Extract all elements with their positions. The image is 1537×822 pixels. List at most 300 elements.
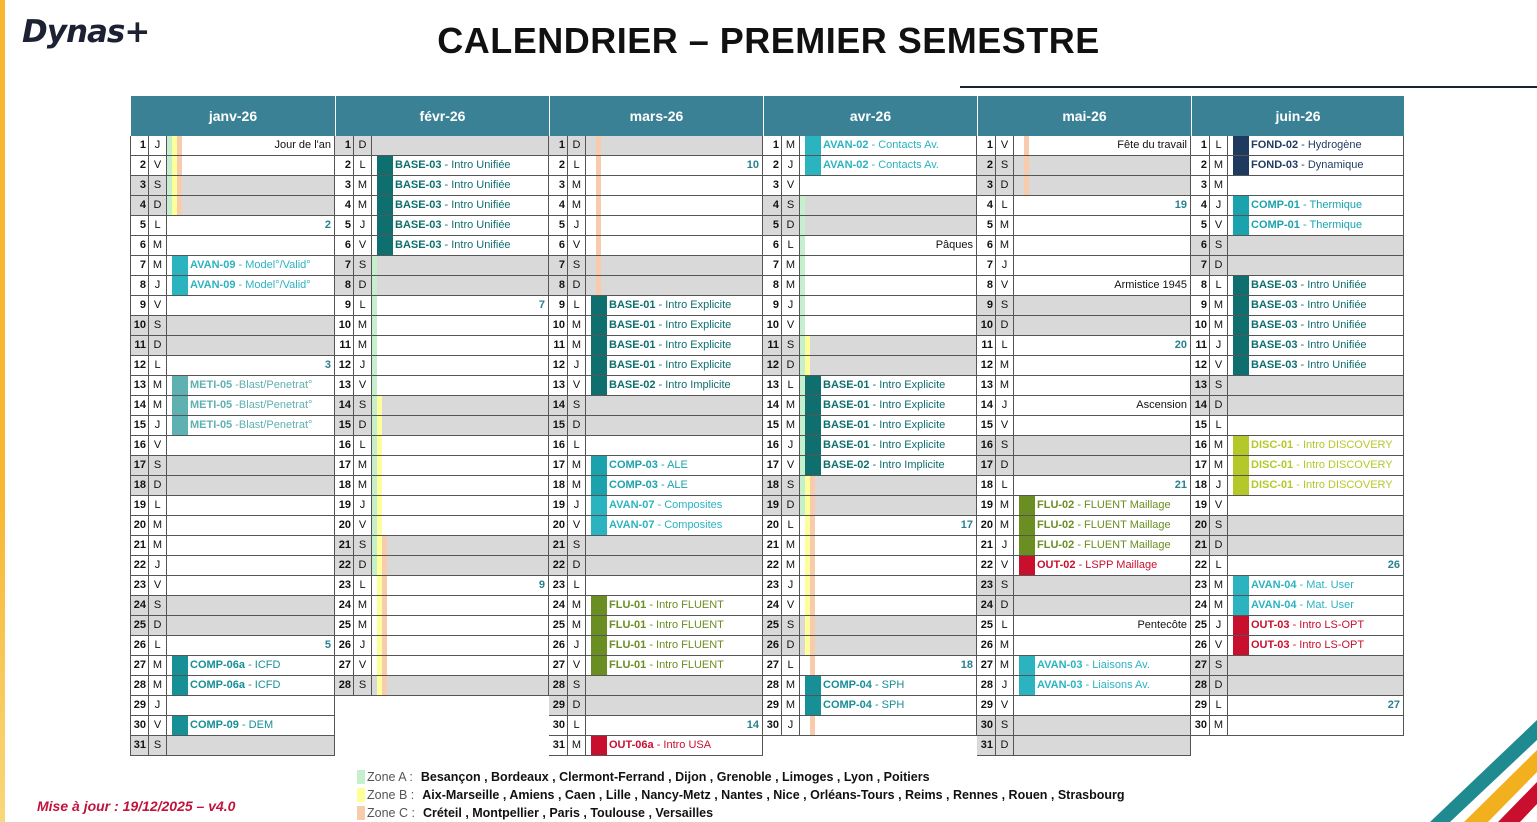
day-cell[interactable]	[1014, 316, 1191, 335]
day-of-week: D	[568, 696, 586, 715]
course-event[interactable]: DISC-01 - Intro DISCOVERY	[1251, 479, 1393, 491]
day-cell[interactable]	[167, 576, 335, 595]
day-cell[interactable]	[586, 716, 763, 735]
day-number: 17	[1191, 456, 1210, 475]
day-cell[interactable]	[800, 436, 977, 455]
day-cell[interactable]	[1228, 656, 1404, 675]
day-cell[interactable]	[167, 696, 335, 715]
day-cell[interactable]	[800, 156, 977, 175]
course-event[interactable]: COMP-01 - Thermique	[1251, 199, 1363, 211]
day-cell[interactable]	[800, 136, 977, 155]
day-cell[interactable]	[372, 596, 549, 615]
day-number: 24	[1191, 596, 1210, 615]
day-cell[interactable]	[167, 536, 335, 555]
day-cell[interactable]	[167, 416, 335, 435]
day-cell[interactable]	[167, 136, 335, 155]
day-row	[1191, 176, 1404, 196]
day-cell[interactable]	[800, 176, 977, 195]
day-cell[interactable]	[1228, 336, 1404, 355]
day-cell[interactable]	[1228, 676, 1404, 695]
day-cell[interactable]	[586, 636, 763, 655]
day-cell[interactable]	[167, 676, 335, 695]
day-cell[interactable]	[372, 256, 549, 275]
table-border	[130, 136, 131, 756]
course-event[interactable]: AVAN-02 - Contacts Av.	[823, 139, 939, 151]
day-cell[interactable]	[372, 216, 549, 235]
day-cell[interactable]	[800, 396, 977, 415]
day-cell[interactable]	[800, 616, 977, 635]
day-cell[interactable]	[1014, 576, 1191, 595]
day-cell[interactable]	[1014, 656, 1191, 675]
course-event[interactable]: FLU-02 - FLUENT Maillage	[1037, 539, 1171, 551]
day-number: 2	[1191, 156, 1210, 175]
day-row	[335, 376, 549, 396]
course-event[interactable]: COMP-06a - ICFD	[190, 659, 281, 671]
course-event[interactable]: METI-05 -Blast/Penetrat°	[190, 399, 313, 411]
day-cell[interactable]	[586, 496, 763, 515]
day-cell[interactable]	[167, 596, 335, 615]
day-of-week: V	[1210, 216, 1228, 235]
day-cell[interactable]	[1228, 416, 1404, 435]
day-cell[interactable]	[1228, 296, 1404, 315]
day-cell[interactable]	[1228, 176, 1404, 195]
day-cell[interactable]	[372, 296, 549, 315]
day-row	[977, 356, 1191, 376]
day-cell[interactable]	[1228, 316, 1404, 335]
day-cell[interactable]	[372, 456, 549, 475]
holiday-zone-marker	[810, 536, 815, 555]
course-event[interactable]: FLU-01 - Intro FLUENT	[609, 619, 724, 631]
day-cell[interactable]	[800, 336, 977, 355]
course-event[interactable]: AVAN-07 - Composites	[609, 519, 723, 531]
course-event[interactable]: BASE-02 - Intro Implicite	[609, 379, 731, 391]
course-event[interactable]: BASE-03 - Intro Unifiée	[1251, 279, 1367, 291]
day-cell[interactable]	[372, 496, 549, 515]
day-cell[interactable]	[167, 196, 335, 215]
day-cell[interactable]	[1228, 196, 1404, 215]
day-cell[interactable]	[800, 656, 977, 675]
day-cell[interactable]	[800, 196, 977, 215]
day-cell[interactable]	[1014, 456, 1191, 475]
day-cell[interactable]	[1014, 156, 1191, 175]
day-cell[interactable]	[1228, 536, 1404, 555]
day-cell[interactable]	[1014, 376, 1191, 395]
day-cell[interactable]	[586, 136, 763, 155]
course-event[interactable]: COMP-01 - Thermique	[1251, 219, 1363, 231]
day-number: 20	[130, 516, 149, 535]
course-event[interactable]: BASE-03 - Intro Unifiée	[395, 239, 511, 251]
day-cell[interactable]	[1228, 596, 1404, 615]
day-cell[interactable]	[586, 316, 763, 335]
day-cell[interactable]	[1228, 716, 1404, 735]
day-cell[interactable]	[1014, 136, 1191, 155]
day-cell[interactable]	[800, 696, 977, 715]
course-event[interactable]: AVAN-04 - Mat. User	[1251, 579, 1354, 591]
day-cell[interactable]	[372, 196, 549, 215]
day-cell[interactable]	[1228, 216, 1404, 235]
day-of-week: D	[1210, 396, 1228, 415]
course-event[interactable]: BASE-01 - Intro Explicite	[609, 299, 732, 311]
day-row	[335, 676, 549, 696]
day-cell[interactable]	[372, 316, 549, 335]
course-event[interactable]: COMP-04 - SPH	[823, 699, 905, 711]
day-cell[interactable]	[167, 516, 335, 535]
day-cell[interactable]	[372, 636, 549, 655]
day-cell[interactable]	[586, 616, 763, 635]
day-cell[interactable]	[1014, 436, 1191, 455]
course-event[interactable]: BASE-01 - Intro Explicite	[609, 339, 732, 351]
course-event[interactable]: BASE-03 - Intro Unifiée	[1251, 299, 1367, 311]
course-event[interactable]: OUT-03 - Intro LS-OPT	[1251, 639, 1365, 651]
course-event[interactable]: DISC-01 - Intro DISCOVERY	[1251, 459, 1393, 471]
day-cell[interactable]	[1228, 376, 1404, 395]
day-cell[interactable]	[586, 256, 763, 275]
day-cell[interactable]	[372, 476, 549, 495]
day-cell[interactable]	[586, 436, 763, 455]
day-cell[interactable]	[1228, 576, 1404, 595]
course-event[interactable]: BASE-01 - Intro Explicite	[823, 419, 946, 431]
day-cell[interactable]	[1014, 276, 1191, 295]
course-event[interactable]: FLU-02 - FLUENT Maillage	[1037, 519, 1171, 531]
course-event[interactable]: AVAN-04 - Mat. User	[1251, 599, 1354, 611]
course-event[interactable]: BASE-03 - Intro Unifiée	[395, 219, 511, 231]
day-cell[interactable]	[586, 656, 763, 675]
day-cell[interactable]	[1228, 616, 1404, 635]
day-cell[interactable]	[1014, 476, 1191, 495]
day-row	[335, 476, 549, 496]
day-row	[130, 596, 335, 616]
day-cell[interactable]	[1228, 256, 1404, 275]
day-cell[interactable]	[1014, 496, 1191, 515]
day-cell[interactable]	[372, 536, 549, 555]
course-event[interactable]: COMP-04 - SPH	[823, 679, 905, 691]
course-event[interactable]: AVAN-02 - Contacts Av.	[823, 159, 939, 171]
day-cell[interactable]	[372, 376, 549, 395]
course-event[interactable]: BASE-03 - Intro Unifiée	[395, 179, 511, 191]
day-cell[interactable]	[167, 296, 335, 315]
course-event[interactable]: METI-05 -Blast/Penetrat°	[190, 379, 313, 391]
day-row	[130, 656, 335, 676]
day-cell[interactable]	[1014, 256, 1191, 275]
day-number: 24	[549, 596, 568, 615]
day-row	[130, 436, 335, 456]
day-cell[interactable]	[167, 316, 335, 335]
day-cell[interactable]	[1014, 516, 1191, 535]
day-cell[interactable]	[167, 736, 335, 755]
holiday-zone-marker	[372, 316, 377, 335]
day-number: 21	[335, 536, 354, 555]
day-cell[interactable]	[1228, 136, 1404, 155]
day-cell[interactable]	[1228, 236, 1404, 255]
day-cell[interactable]	[800, 216, 977, 235]
day-cell[interactable]	[1228, 636, 1404, 655]
day-cell[interactable]	[586, 576, 763, 595]
day-row	[130, 316, 335, 336]
day-cell[interactable]	[586, 696, 763, 715]
day-cell[interactable]	[1014, 736, 1191, 755]
day-cell[interactable]	[167, 176, 335, 195]
day-cell[interactable]	[586, 676, 763, 695]
day-cell[interactable]	[1014, 636, 1191, 655]
course-event[interactable]: OUT-06a - Intro USA	[609, 739, 712, 751]
day-of-week: J	[568, 216, 586, 235]
course-event[interactable]: COMP-06a - ICFD	[190, 679, 281, 691]
day-cell[interactable]	[800, 276, 977, 295]
course-event[interactable]: BASE-01 - Intro Explicite	[823, 379, 946, 391]
day-cell[interactable]	[167, 216, 335, 235]
day-row	[549, 136, 763, 156]
day-cell[interactable]	[1228, 456, 1404, 475]
day-cell[interactable]	[800, 356, 977, 375]
holiday-zone-marker	[810, 516, 815, 535]
day-cell[interactable]	[800, 536, 977, 555]
day-cell[interactable]	[372, 156, 549, 175]
course-event[interactable]: OUT-02 - LSPP Maillage	[1037, 559, 1158, 571]
day-cell[interactable]	[586, 396, 763, 415]
day-cell[interactable]	[1228, 396, 1404, 415]
course-event[interactable]: METI-05 -Blast/Penetrat°	[190, 419, 313, 431]
course-event[interactable]: BASE-01 - Intro Explicite	[823, 439, 946, 451]
day-cell[interactable]	[1014, 596, 1191, 615]
day-cell[interactable]	[800, 716, 977, 735]
day-cell[interactable]	[1014, 716, 1191, 735]
day-cell[interactable]	[1228, 476, 1404, 495]
day-cell[interactable]	[1228, 516, 1404, 535]
course-color-swatch	[1233, 296, 1249, 315]
day-cell[interactable]	[800, 296, 977, 315]
day-cell[interactable]	[1014, 236, 1191, 255]
course-event[interactable]: BASE-02 - Intro Implicite	[823, 459, 945, 471]
day-cell[interactable]	[372, 516, 549, 535]
day-row	[130, 276, 335, 296]
day-cell[interactable]	[1014, 356, 1191, 375]
day-row	[1191, 556, 1404, 576]
course-event[interactable]: FLU-01 - Intro FLUENT	[609, 599, 724, 611]
day-cell[interactable]	[586, 556, 763, 575]
day-of-week: M	[782, 396, 800, 415]
day-cell[interactable]	[1014, 696, 1191, 715]
course-event[interactable]: FLU-02 - FLUENT Maillage	[1037, 499, 1171, 511]
day-row	[130, 556, 335, 576]
day-row	[763, 596, 977, 616]
day-cell[interactable]	[372, 616, 549, 635]
day-cell[interactable]	[167, 556, 335, 575]
day-cell[interactable]	[167, 156, 335, 175]
day-cell[interactable]	[586, 476, 763, 495]
day-cell[interactable]	[800, 476, 977, 495]
day-cell[interactable]	[1014, 416, 1191, 435]
day-cell[interactable]	[372, 356, 549, 375]
day-cell[interactable]	[1228, 496, 1404, 515]
day-cell[interactable]	[800, 316, 977, 335]
day-cell[interactable]	[800, 596, 977, 615]
day-cell[interactable]	[1014, 396, 1191, 415]
day-cell[interactable]	[800, 496, 977, 515]
day-cell[interactable]	[800, 516, 977, 535]
day-cell[interactable]	[167, 376, 335, 395]
day-number: 3	[763, 176, 782, 195]
public-holiday-label: Pentecôte	[1137, 619, 1187, 631]
day-cell[interactable]	[586, 216, 763, 235]
day-of-week: D	[996, 456, 1014, 475]
day-cell[interactable]	[800, 676, 977, 695]
course-event[interactable]: DISC-01 - Intro DISCOVERY	[1251, 439, 1393, 451]
course-event[interactable]: FLU-01 - Intro FLUENT	[609, 639, 724, 651]
course-event[interactable]: FOND-03 - Dynamique	[1251, 159, 1364, 171]
day-cell[interactable]	[167, 616, 335, 635]
day-cell[interactable]	[167, 236, 335, 255]
course-color-swatch	[591, 496, 607, 515]
day-of-week: S	[996, 436, 1014, 455]
zone-label: Zone B :	[367, 788, 415, 802]
day-cell[interactable]	[586, 596, 763, 615]
holiday-zone-marker	[382, 576, 387, 595]
month-column	[130, 96, 335, 756]
day-cell[interactable]	[586, 276, 763, 295]
course-event[interactable]: FOND-02 - Hydrogène	[1251, 139, 1362, 151]
course-event[interactable]: BASE-03 - Intro Unifiée	[1251, 319, 1367, 331]
day-cell[interactable]	[800, 416, 977, 435]
day-cell[interactable]	[372, 276, 549, 295]
day-cell[interactable]	[167, 496, 335, 515]
day-row	[977, 136, 1191, 156]
day-of-week: S	[568, 536, 586, 555]
day-cell[interactable]	[1228, 556, 1404, 575]
course-event[interactable]: AVAN-03 - Liaisons Av.	[1037, 659, 1150, 671]
day-of-week: M	[568, 196, 586, 215]
course-event[interactable]: COMP-03 - ALE	[609, 479, 688, 491]
course-event[interactable]: AVAN-09 - Model°/Valid°	[190, 259, 311, 271]
day-cell[interactable]	[167, 336, 335, 355]
day-cell[interactable]	[1014, 176, 1191, 195]
day-cell[interactable]	[167, 476, 335, 495]
day-cell[interactable]	[1228, 696, 1404, 715]
day-cell[interactable]	[372, 556, 549, 575]
course-event[interactable]: COMP-09 - DEM	[190, 719, 274, 731]
day-cell[interactable]	[1014, 556, 1191, 575]
day-of-week: S	[782, 616, 800, 635]
day-cell[interactable]	[586, 296, 763, 315]
day-cell[interactable]	[372, 396, 549, 415]
day-cell[interactable]	[800, 456, 977, 475]
day-cell[interactable]	[1014, 296, 1191, 315]
day-of-week: D	[782, 496, 800, 515]
day-cell[interactable]	[586, 536, 763, 555]
day-cell[interactable]	[372, 576, 549, 595]
day-cell[interactable]	[167, 276, 335, 295]
day-number: 15	[130, 416, 149, 435]
day-cell[interactable]	[167, 436, 335, 455]
course-event[interactable]: BASE-03 - Intro Unifiée	[395, 199, 511, 211]
course-event[interactable]: AVAN-07 - Composites	[609, 499, 723, 511]
course-event[interactable]: BASE-03 - Intro Unifiée	[1251, 359, 1367, 371]
day-of-week: D	[568, 556, 586, 575]
day-cell[interactable]	[1014, 336, 1191, 355]
day-of-week: L	[782, 516, 800, 535]
day-of-week: D	[1210, 676, 1228, 695]
day-cell[interactable]	[1228, 436, 1404, 455]
day-cell[interactable]	[372, 236, 549, 255]
day-cell[interactable]	[800, 236, 977, 255]
day-row	[1191, 476, 1404, 496]
course-event[interactable]: BASE-01 - Intro Explicite	[823, 399, 946, 411]
day-cell[interactable]	[800, 556, 977, 575]
day-number: 27	[549, 656, 568, 675]
day-cell[interactable]	[167, 716, 335, 735]
course-event[interactable]: BASE-03 - Intro Unifiée	[1251, 339, 1367, 351]
course-event[interactable]: AVAN-09 - Model°/Valid°	[190, 279, 311, 291]
day-cell[interactable]	[372, 656, 549, 675]
day-cell[interactable]	[372, 416, 549, 435]
day-cell[interactable]	[167, 356, 335, 375]
day-cell[interactable]	[167, 636, 335, 655]
day-cell[interactable]	[586, 736, 763, 755]
day-cell[interactable]	[586, 336, 763, 355]
day-cell[interactable]	[586, 156, 763, 175]
day-number: 17	[335, 456, 354, 475]
course-event[interactable]: BASE-01 - Intro Explicite	[609, 359, 732, 371]
day-cell[interactable]	[167, 396, 335, 415]
day-cell[interactable]	[1014, 676, 1191, 695]
day-number: 13	[335, 376, 354, 395]
course-event[interactable]: FLU-01 - Intro FLUENT	[609, 659, 724, 671]
day-cell[interactable]	[1228, 356, 1404, 375]
day-cell[interactable]	[800, 636, 977, 655]
day-cell[interactable]	[586, 376, 763, 395]
day-cell[interactable]	[1014, 536, 1191, 555]
day-cell[interactable]	[372, 336, 549, 355]
day-cell[interactable]	[800, 376, 977, 395]
day-cell[interactable]	[372, 176, 549, 195]
course-event[interactable]: BASE-01 - Intro Explicite	[609, 319, 732, 331]
day-cell[interactable]	[586, 456, 763, 475]
day-row	[763, 256, 977, 276]
day-cell[interactable]	[586, 236, 763, 255]
day-cell[interactable]	[800, 576, 977, 595]
day-cell[interactable]	[167, 456, 335, 475]
day-row	[1191, 216, 1404, 236]
day-of-week: M	[568, 336, 586, 355]
day-cell[interactable]	[586, 176, 763, 195]
day-row	[549, 496, 763, 516]
course-color-swatch	[1233, 596, 1249, 615]
day-cell[interactable]	[586, 516, 763, 535]
day-cell[interactable]	[586, 356, 763, 375]
day-cell[interactable]	[586, 196, 763, 215]
day-number: 20	[763, 516, 782, 535]
course-event[interactable]: COMP-03 - ALE	[609, 459, 688, 471]
day-cell[interactable]	[1228, 276, 1404, 295]
course-event[interactable]: BASE-03 - Intro Unifiée	[395, 159, 511, 171]
day-cell[interactable]	[1014, 616, 1191, 635]
day-cell[interactable]	[586, 416, 763, 435]
day-cell[interactable]	[167, 256, 335, 275]
day-cell[interactable]	[372, 436, 549, 455]
day-cell[interactable]	[1014, 216, 1191, 235]
day-cell[interactable]	[372, 136, 549, 155]
day-cell[interactable]	[800, 256, 977, 275]
day-cell[interactable]	[372, 676, 549, 695]
day-cell[interactable]	[1014, 196, 1191, 215]
course-event[interactable]: OUT-03 - Intro LS-OPT	[1251, 619, 1365, 631]
holiday-zone-marker	[377, 456, 382, 475]
course-event[interactable]: AVAN-03 - Liaisons Av.	[1037, 679, 1150, 691]
day-row	[977, 316, 1191, 336]
day-number: 22	[1191, 556, 1210, 575]
day-of-week: L	[354, 296, 372, 315]
day-cell[interactable]	[167, 656, 335, 675]
day-cell[interactable]	[1228, 156, 1404, 175]
